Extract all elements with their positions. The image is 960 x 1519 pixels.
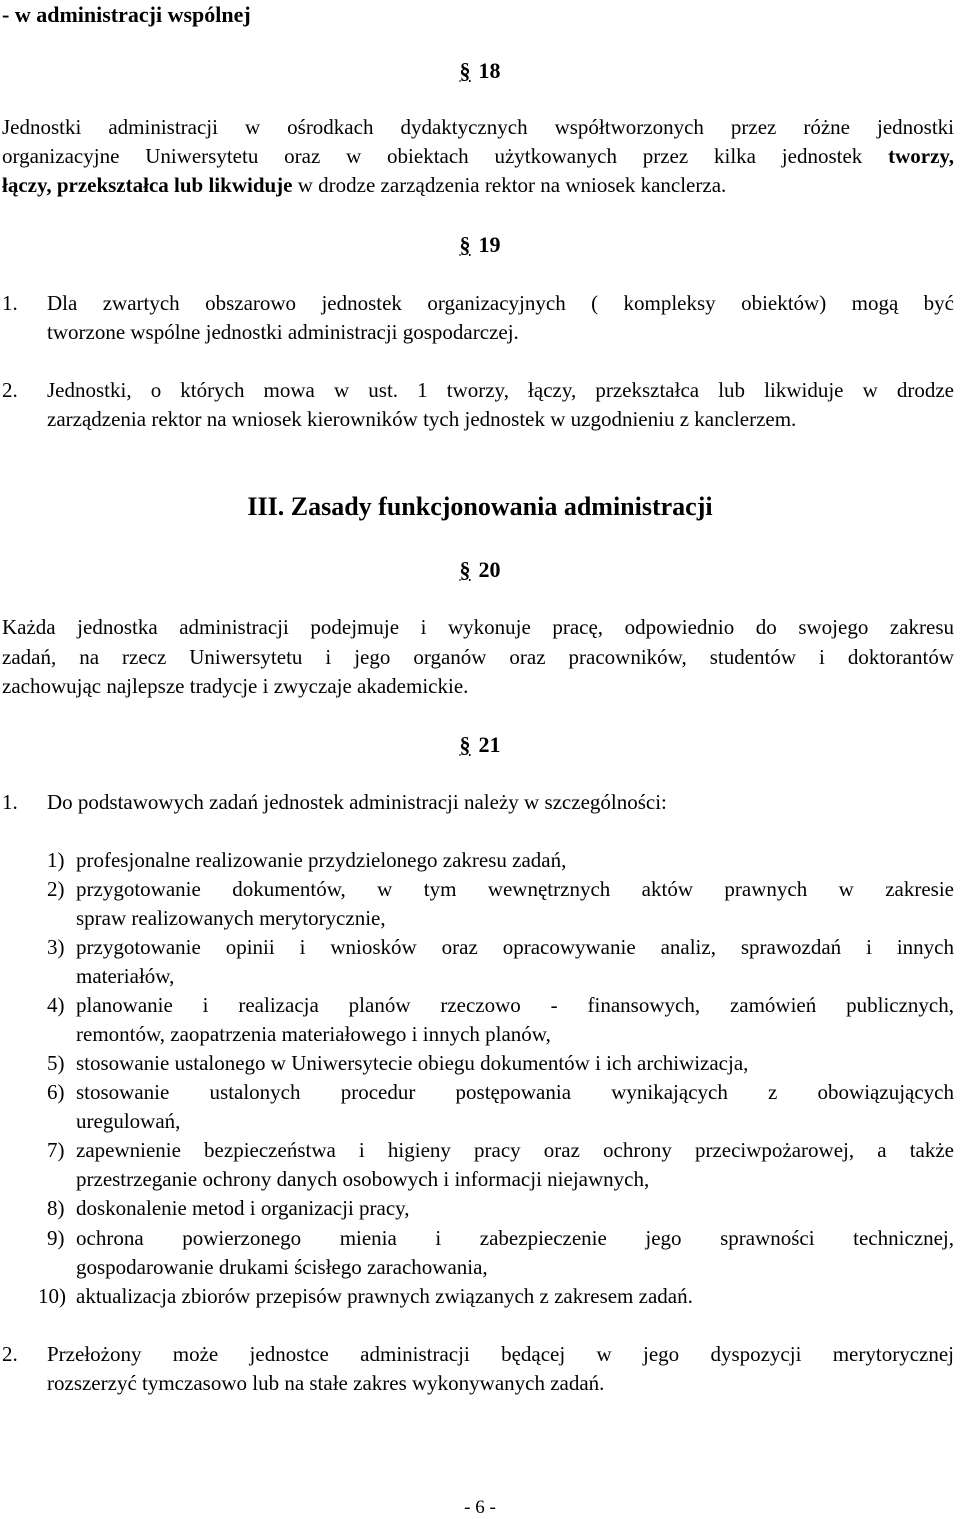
p18-line1: Jednostki administracji w ośrodkach dydaktycznych współtworzonych przez różne jednostki — [2, 115, 954, 139]
p18-line2 — [2, 144, 954, 169]
p19-item2-line1: Jednostki, o których mowa w ust. 1 tworzy, łączy, przekształca lub likwiduje w drodze — [47, 378, 954, 402]
list-item-line: stosowanie ustalonych procedur postępowania wynikających z obowiązujących — [76, 1080, 954, 1104]
list-item-line: przygotowanie dokumentów, w tym wewnętrznych aktów prawnych w zakresie — [76, 877, 954, 901]
list-item-number: 2) — [47, 877, 65, 901]
p21-item2-line2: rozszerzyć tymczasowo lub na stałe zakres wykonywanych zadań. — [47, 1371, 605, 1395]
list-item-number: 10) — [38, 1284, 66, 1308]
chapter-3-heading: III. Zasady funkcjonowania administracji — [247, 492, 713, 521]
section-19-heading — [0, 232, 960, 258]
list-item-line-continued: przestrzeganie ochrony danych osobowych i informacji niejawnych, — [76, 1167, 650, 1191]
section-20-heading — [0, 557, 960, 583]
list-item-line: profesjonalne realizowanie przydzielonego zakresu zadań, — [76, 848, 567, 872]
list-item-line: zapewnienie bezpieczeństwa i higieny pracy oraz ochrony przeciwpożarowej, a także — [76, 1138, 954, 1162]
section-18-heading — [0, 58, 960, 84]
section-number: 21 — [478, 732, 501, 757]
p19-item1-line1: Dla zwartych obszarowo jednostek organizacyjnych ( kompleksy obiektów) mogą być — [47, 291, 954, 315]
p19-item1-line2: tworzone wspólne jednostki administracji gospodarczej. — [47, 320, 519, 344]
p18-line2-bold: tworzy, — [888, 144, 954, 168]
list-item-number: 8) — [47, 1196, 65, 1220]
section-number: 19 — [478, 232, 501, 257]
section-number: 20 — [478, 557, 501, 582]
list-item-line-continued: gospodarowanie drukami ścisłego zarachowania, — [76, 1255, 488, 1279]
section-sign: § — [459, 232, 471, 257]
list-item-line-continued: materiałów, — [76, 964, 175, 988]
p20-line3: zachowując najlepsze tradycje i zwyczaje akademickie. — [2, 674, 469, 698]
list-item-number: 5) — [47, 1051, 65, 1075]
list-item-line: planowanie i realizacja planów rzeczowo - finansowych, zamówień publicznych, — [76, 993, 954, 1017]
list-item-number: 7) — [47, 1138, 65, 1162]
list-item-line: doskonalenie metod i organizacji pracy, — [76, 1196, 410, 1220]
list-item-line: przygotowanie opinii i wniosków oraz opracowywanie analiz, sprawozdań i innych — [76, 935, 954, 959]
p19-item1-number: 1. — [2, 291, 18, 315]
p18-line3-bold: łączy, przekształca lub likwiduje — [2, 173, 293, 197]
page-number: - 6 - — [464, 1497, 496, 1518]
list-item-line: aktualizacja zbiorów przepisów prawnych związanych z zakresem zadań. — [76, 1284, 693, 1308]
p19-item2-number: 2. — [2, 378, 18, 402]
section-sign: § — [459, 557, 471, 582]
list-item-line-continued: spraw realizowanych merytorycznie, — [76, 906, 386, 930]
header-line: - w administracji wspólnej — [2, 2, 251, 27]
list-item-number: 9) — [47, 1226, 65, 1250]
list-item-number: 3) — [47, 935, 65, 959]
p21-item1-number: 1. — [2, 790, 18, 814]
list-item-line: stosowanie ustalonego w Uniwersytecie obiegu dokumentów i ich archiwizacja, — [76, 1051, 749, 1075]
list-item-number: 6) — [47, 1080, 65, 1104]
p19-item2-line2: zarządzenia rektor na wniosek kierowników tych jednostek w uzgodnieniu z kanclerzem. — [47, 407, 797, 431]
list-item-line-continued: remontów, zaopatrzenia materiałowego i innych planów, — [76, 1022, 551, 1046]
list-item-line: ochrona powierzonego mienia i zabezpieczenie jego sprawności technicznej, — [76, 1226, 954, 1250]
p21-item2-line1: Przełożony może jednostce administracji będącej w jego dyspozycji merytorycznej — [47, 1342, 954, 1366]
list-item-line-continued: uregulowań, — [76, 1109, 181, 1133]
p18-line2-text: organizacyjne Uniwersytetu oraz w obiektach użytkowanych przez kilka jednostek — [2, 144, 889, 168]
p20-line2: zadań, na rzecz Uniwersytetu i jego organów oraz pracowników, studentów i doktorantów — [2, 645, 954, 669]
section-number: 18 — [478, 58, 501, 83]
list-item-number: 4) — [47, 993, 65, 1017]
p21-intro: Do podstawowych zadań jednostek administracji należy w szczególności: — [47, 790, 667, 814]
section-sign: § — [459, 732, 471, 757]
section-21-heading — [0, 732, 960, 758]
p20-line1: Każda jednostka administracji podejmuje i wykonuje pracę, odpowiednio do swojego zakresu — [2, 615, 954, 639]
list-item-number: 1) — [47, 848, 65, 872]
p18-line3-text: w drodze zarządzenia rektor na wniosek kanclerza. — [292, 173, 727, 197]
section-sign: § — [459, 58, 471, 83]
p21-item2-number: 2. — [2, 1342, 18, 1366]
p18-line3 — [2, 173, 726, 198]
